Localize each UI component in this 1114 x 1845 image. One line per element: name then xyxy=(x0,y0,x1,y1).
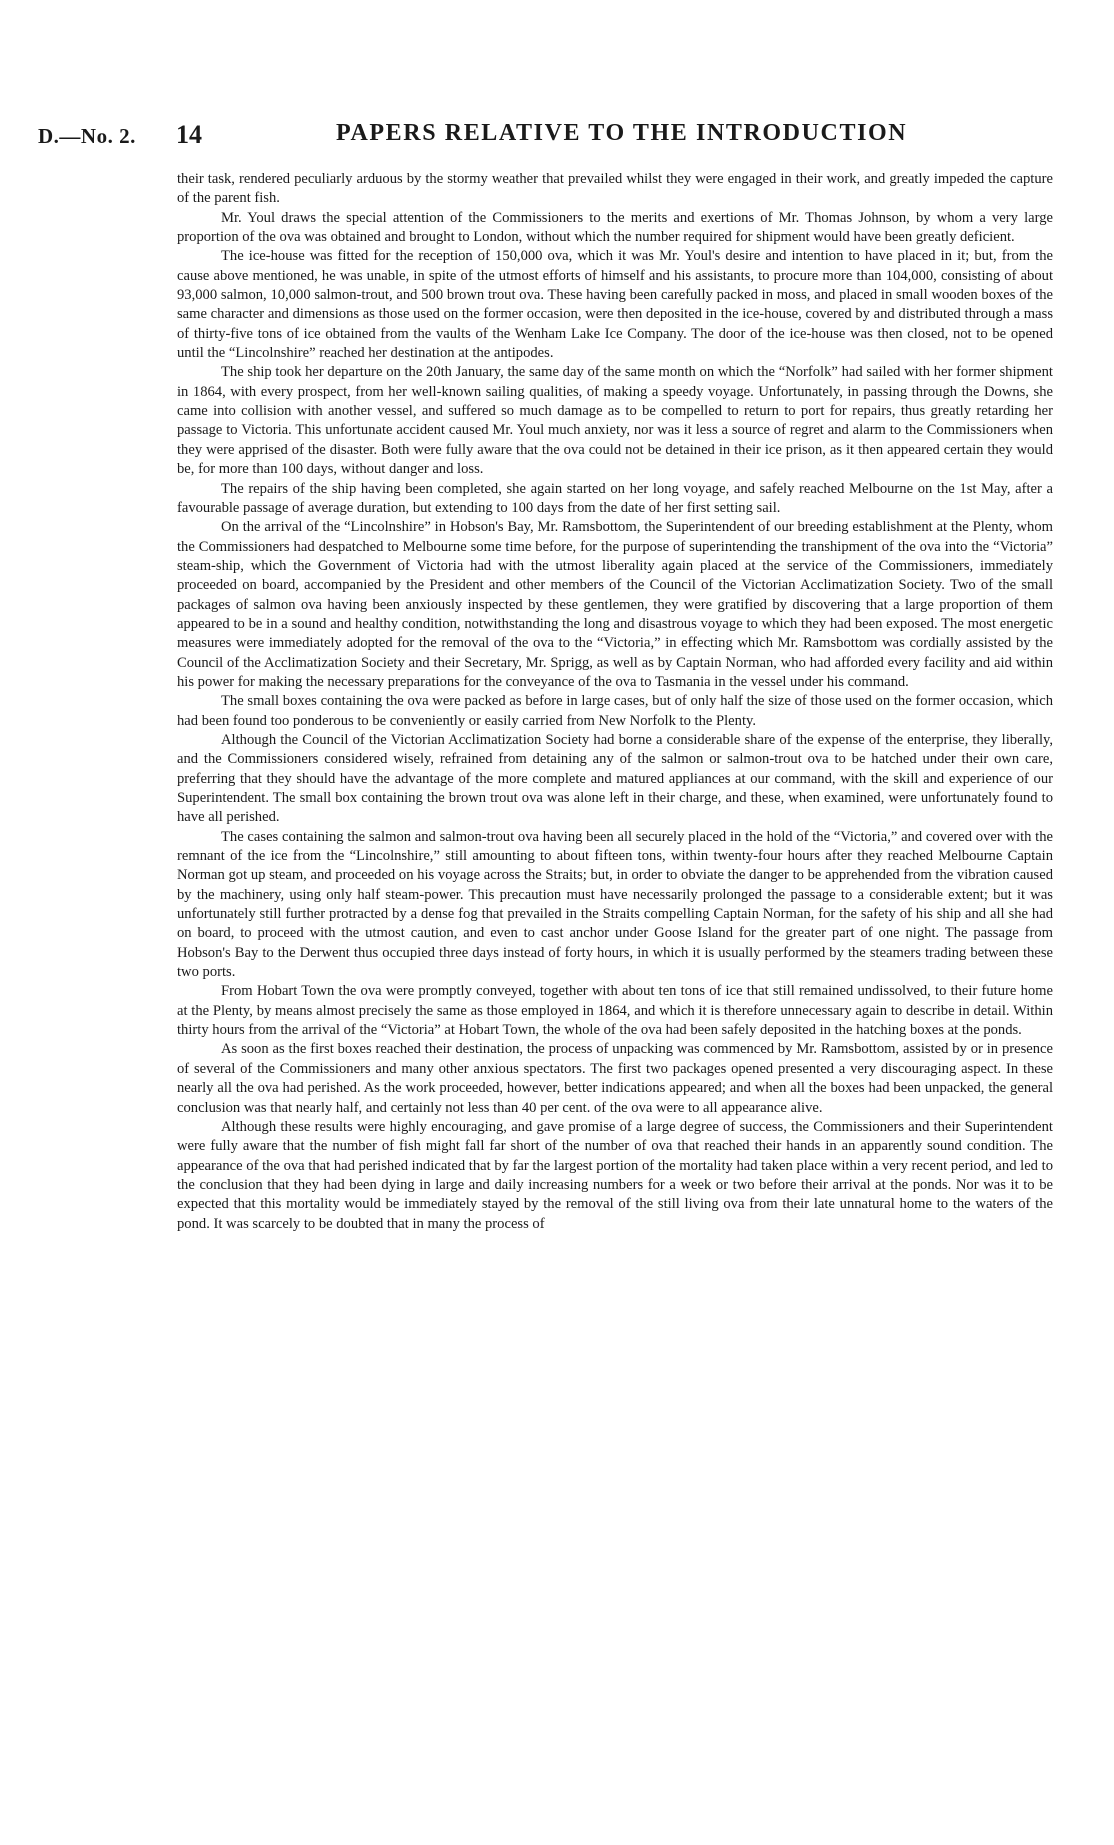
paragraph-repairs: The repairs of the ship having been completed, she again started on her long voyage, and safely reached Melbourne on the 1st May, after a favourable passage of average duration, but extending to 100 days from the date of her first setting sail. xyxy=(177,480,1053,516)
paragraph-arrival-hobsons-bay: On the arrival of the “Lincolnshire” in Hobson's Bay, Mr. Ramsbottom, the Superintendent of our breeding establishment at the Plenty, whom the Commissioners had despatched to Melbourne some time before, for the purpose of superintending the transhipment of the ova into the “Victoria” steam-ship, which the Government of Victoria had with the utmost liberality again placed at the service of the Commissioners, immediately proceeded on board, accompanied by the President and other members of the Council of the Victorian Acclimatization Society. Two of the small packages of salmon ova having been anxiously inspected by these gentlemen, they were gratified by discovering that a large proportion of them appeared to be in a sound and healthy condition, notwithstanding the long and disastrous voyage to which they had been exposed. The most energetic measures were immediately adopted for the removal of the ova to the “Victoria,” in effecting which Mr. Ramsbottom was cordially assisted by the Council of the Acclimatization Society and their Secretary, Mr. Sprigg, as well as by Captain Norman, who had afforded every facility and aid within his power for making the necessary preparations for the conveyance of the ova to Tasmania in the vessel under his command. xyxy=(177,519,1053,690)
page-number: 14 xyxy=(176,120,202,149)
paragraph-continuation: their task, rendered peculiarly arduous by the stormy weather that prevailed whilst they were engaged in their work, and greatly impeded the capture of the parent fish. xyxy=(177,171,1053,207)
document-reference: D.—No. 2. xyxy=(38,124,136,148)
running-title: PAPERS RELATIVE TO THE INTRODUCTION xyxy=(336,120,908,146)
paragraph-ice-house: The ice-house was fitted for the reception of 150,000 ova, which it was Mr. Youl's desire and intention to have placed in it; but, from the cause above mentioned, he was unable, in spite of the utmost efforts of himself and his assistants, to procure more than 104,000, consisting of about 93,000 salmon, 10,000 salmon-trout, and 500 brown trout ova. These having been carefully packed in moss, and placed in small wooden boxes of the same character and dimensions as those used on the former occasion, were then deposited in the ice-house, covered by and distributed through a mass of thirty-five tons of ice obtained from the vaults of the Wenham Lake Ice Company. The door of the ice-house was then closed, not to be opened until the “Lincolnshire” reached her destination at the antipodes. xyxy=(177,248,1053,362)
paragraph-hobart-town: From Hobart Town the ova were promptly conveyed, together with about ten tons of ice that still remained undissolved, to their future home at the Plenty, by means almost precisely the same as those employed in 1864, and which it is therefore unnecessary again to describe in detail. Within thirty hours from the arrival of the “Victoria” at Hobart Town, the whole of the ova had been safely deposited in the hatching boxes at the ponds. xyxy=(177,983,1053,1039)
body-text xyxy=(177,170,1053,1234)
paragraph-johnson: Mr. Youl draws the special attention of the Commissioners to the merits and exertions of Mr. Thomas Johnson, by whom a very large proportion of the ova was obtained and brought to London, without which the number required for shipment would have been greatly deficient. xyxy=(177,209,1053,246)
paragraph-results: Although these results were highly encouraging, and gave promise of a large degree of success, the Commissioners and their Superintendent were fully aware that the number of fish might fall far short of the number of ova that reached their hands in an apparently sound condition. The appearance of the ova that had perished indicated that by far the largest portion of the mortality had taken place within a very recent period, and led to the conclusion that they had been dying in large and daily increasing numbers for a week or two before their arrival at the ponds. Nor was it to be expected that this mortality would be immediately stayed by the removal of the still living ova from their late unnatural home to the waters of the pond. It was scarcely to be doubted that in many the process of xyxy=(177,1118,1053,1232)
paragraph-small-boxes: The small boxes containing the ova were packed as before in large cases, but of only half the size of those used on the former occasion, which had been found too ponderous to be conveniently or easily carried from New Norfolk to the Plenty. xyxy=(177,693,1053,729)
paragraph-departure: The ship took her departure on the 20th January, the same day of the same month on which the “Norfolk” had sailed with her former shipment in 1864, with every prospect, from her well-known sailing qualities, of making a speedy voyage. Unfortunately, in passing through the Downs, she came into collision with another vessel, and suffered so much damage as to be compelled to return to port for repairs, thus greatly retarding her passage to Victoria. This unfortunate accident caused Mr. Youl much anxiety, nor was it less a source of regret and alarm to the Commissioners when they were apprised of the disaster. Both were fully aware that the ova could not be detained in their ice prison, as it then appeared certain they would be, for more than 100 days, without danger and loss. xyxy=(177,364,1053,478)
page-header xyxy=(38,118,1078,158)
paragraph-voyage-straits: The cases containing the salmon and salmon-trout ova having been all securely placed in the hold of the “Victoria,” and covered over with the remnant of the ice from the “Lincolnshire,” still amounting to about fifteen tons, within twenty-four hours after they reached Melbourne Captain Norman got up steam, and proceeded on his voyage across the Straits; but, in order to obviate the danger to be apprehended from the vibration caused by the machinery, using only half steam-power. This precaution must have necessarily prolonged the passage to a considerable extent; but it was unfortunately still further protracted by a dense fog that prevailed in the Straits compelling Captain Norman, for the safety of his ship and all she had on board, to proceed with the utmost caution, and even to cast anchor under Goose Island for the greater part of one night. The passage from Hobson's Bay to the Derwent thus occupied three days instead of forty hours, in which it is usually performed by the steamers trading between these two ports. xyxy=(177,828,1053,981)
paragraph-unpacking: As soon as the first boxes reached their destination, the process of unpacking was commenced by Mr. Ramsbottom, assisted by or in presence of several of the Commissioners and many other anxious spectators. The first two packages opened presented a very discouraging aspect. In these nearly all the ova had perished. As the work proceeded, however, better indications appeared; and when all the boxes had been unpacked, the general conclusion was that nearly half, and certainly not less than 40 per cent. of the ova were to all appearance alive. xyxy=(177,1041,1053,1116)
paragraph-victorian-council: Although the Council of the Victorian Acclimatization Society had borne a considerable share of the expense of the enterprise, they liberally, and the Commissioners considered wisely, refrained from detaining any of the salmon or salmon-trout ova to be hatched under their own care, preferring that they should have the advantage of the more complete and matured appliances at our command, with the skill and experience of our Superintendent. The small box containing the brown trout ova was alone left in their charge, and these, when examined, were unfortunately found to have all perished. xyxy=(177,731,1053,826)
